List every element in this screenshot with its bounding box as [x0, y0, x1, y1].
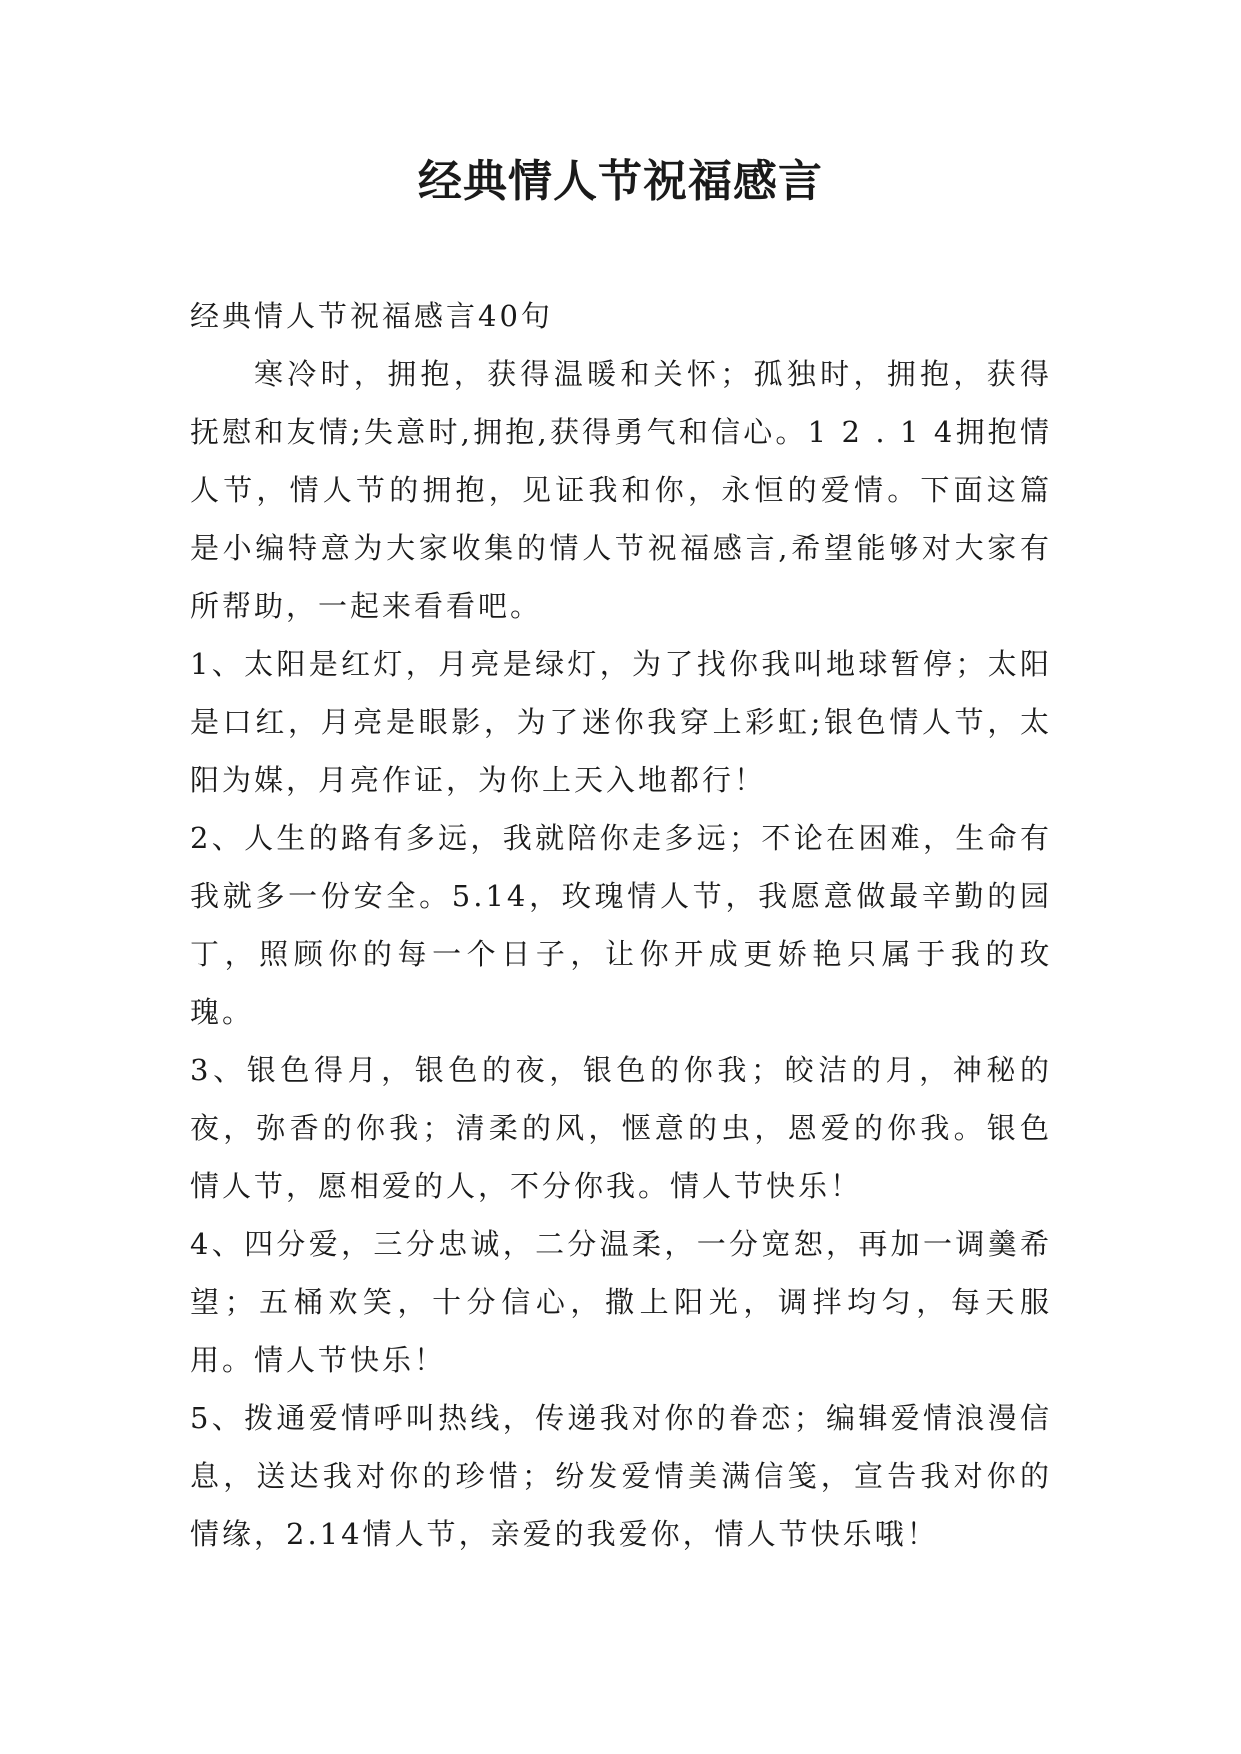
list-item-5: 5、拨通爱情呼叫热线，传递我对你的眷恋；编辑爱情浪漫信息，送达我对你的珍惜；纷发爱情美满信笺，宣告我对你的情缘，2.14情人节，亲爱的我爱你，情人节快乐哦！: [190, 1401, 1052, 1551]
document-subtitle: 经典情人节祝福感言40句: [190, 299, 553, 333]
intro-paragraph: 寒冷时，拥抱，获得温暖和关怀；孤独时，拥抱，获得抚慰和友情;失意时,拥抱,获得勇气和信心。1 2 . 1 4拥抱情人节，情人节的拥抱，见证我和你，永恒的爱情。下面这篇是小编特意为大家收集的情人节祝福感言,希望能够对大家有所帮助，一起来看看吧。: [190, 357, 1052, 623]
list-item-1: 1、太阳是红灯，月亮是绿灯，为了找你我叫地球暂停；太阳是口红，月亮是眼影，为了迷你我穿上彩虹;银色情人节，太阳为媒，月亮作证，为你上天入地都行！: [190, 647, 1052, 797]
document-body: [190, 287, 1052, 1563]
list-item-2: 2、人生的路有多远，我就陪你走多远；不论在困难，生命有我就多一份安全。5.14，玫瑰情人节，我愿意做最辛勤的园丁，照顾你的每一个日子，让你开成更娇艳只属于我的玫瑰。: [190, 821, 1052, 1029]
list-item-3: 3、银色得月，银色的夜，银色的你我；皎洁的月，神秘的夜，弥香的你我；清柔的风，惬意的虫，恩爱的你我。银色情人节，愿相爱的人，不分你我。情人节快乐！: [190, 1053, 1052, 1203]
document-title: 经典情人节祝福感言: [418, 156, 823, 207]
list-item-4: 4、四分爱，三分忠诚，二分温柔，一分宽恕，再加一调羹希望；五桶欢笑，十分信心，撒上阳光，调拌均匀，每天服用。情人节快乐！: [190, 1227, 1052, 1377]
